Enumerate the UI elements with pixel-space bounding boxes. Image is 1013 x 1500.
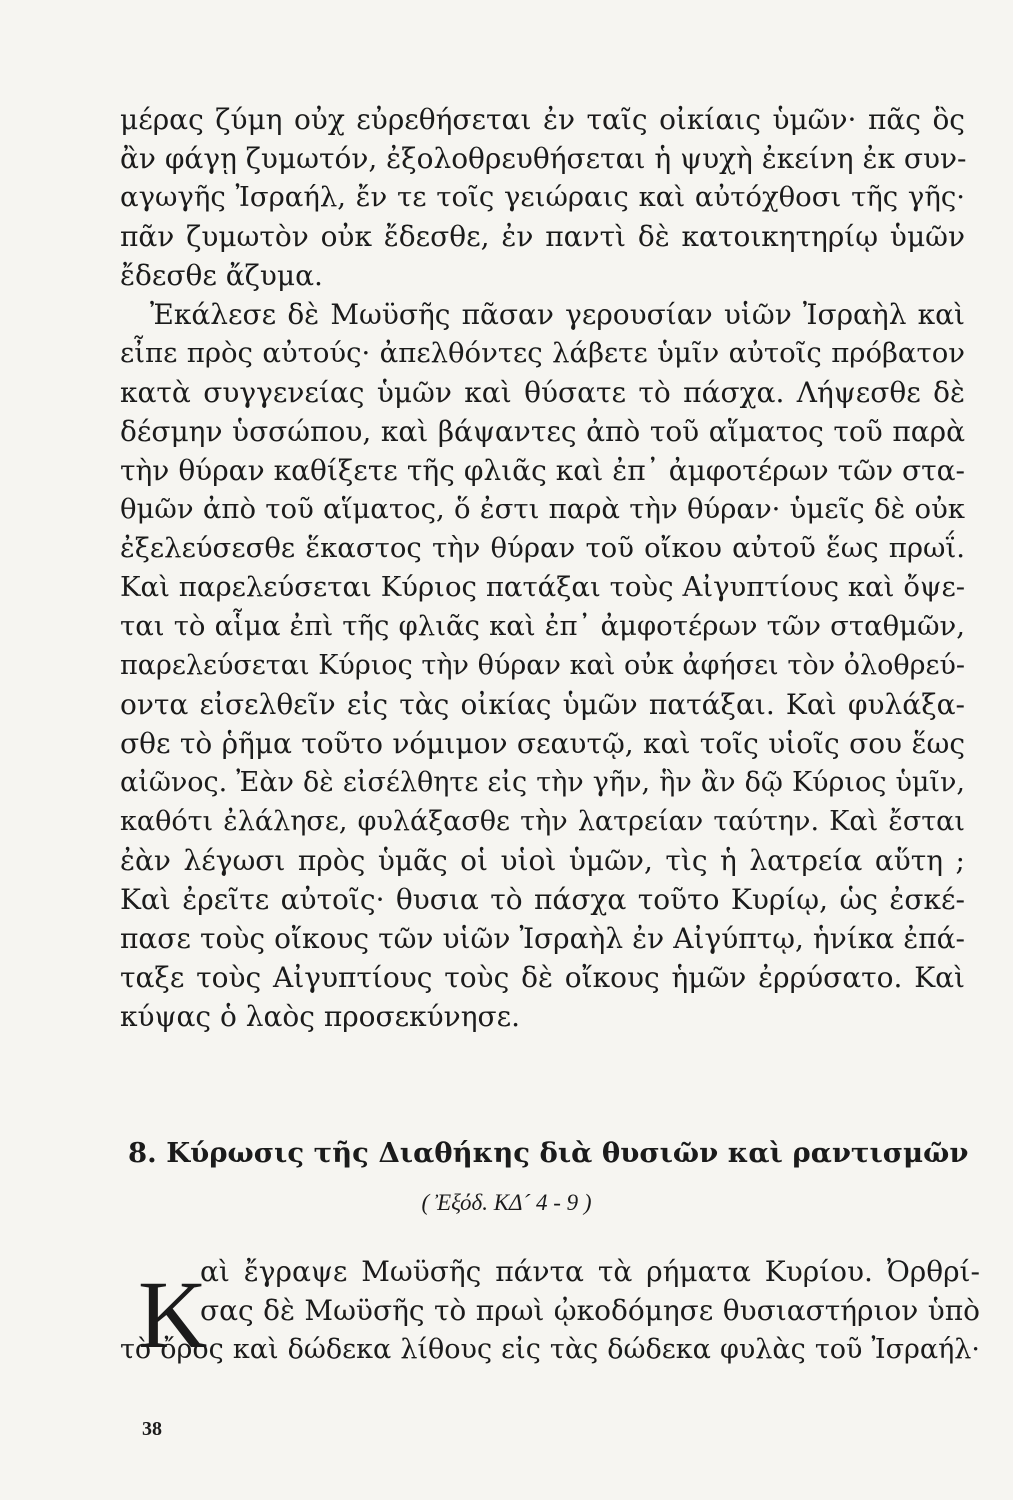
text-line: εἶπε πρὸς αὐτούς· ἀπελθόντες λάβετε ὑμῖν αὐτοῖς πρόβατον bbox=[120, 337, 965, 369]
text-line: δέσμην ὑσσώπου, καὶ βάψαντες ἀπὸ τοῦ αἵματος τοῦ παρὰ bbox=[120, 415, 965, 448]
text-line: ἔδεσθε ἄζυμα. bbox=[120, 259, 323, 292]
text-line: Καὶ ἐρεῖτε αὐτοῖς· θυσια τὸ πάσχα τοῦτο Κυρίῳ, ὡς ἐσκέ- bbox=[120, 883, 965, 916]
text-line: παρελεύσεται Κύριος τὴν θύραν καὶ οὐκ ἀφήσει τὸν ὀλοθρεύ- bbox=[120, 650, 965, 681]
body-text bbox=[120, 100, 970, 1036]
drop-cap: Κ bbox=[138, 1261, 208, 1368]
page-number: 38 bbox=[142, 1418, 162, 1440]
text-line: κύψας ὁ λαὸς προσεκύνησε. bbox=[120, 1000, 520, 1033]
text-line: τὴν θύραν καθίξετε τῆς φλιᾶς καὶ ἐπ᾽ ἀμφοτέρων τῶν στα- bbox=[120, 454, 965, 487]
text-line: πασε τοὺς οἴκους τῶν υἱῶν Ἰσραὴλ ἐν Αἰγύπτῳ, ἡνίκα ἐπά- bbox=[120, 922, 965, 955]
text-line: Καὶ παρελεύσεται Κύριος πατάξαι τοὺς Αἰγυπτίους καὶ ὄψε- bbox=[120, 571, 965, 603]
text-line: ἐξελεύσεσθε ἕκαστος τὴν θύραν τοῦ οἴκου αὐτοῦ ἕως πρωΐ. bbox=[120, 532, 965, 564]
text-line: αἰῶνος. Ἐὰν δὲ εἰσέλθητε εἰς τὴν γῆν, ἣν ἂν δῷ Κύριος ὑμῖν, bbox=[120, 767, 965, 798]
text-line: πᾶν ζυμωτὸν οὐκ ἔδεσθε, ἐν παντὶ δὲ κατοικητηρίῳ ὑμῶν bbox=[120, 220, 965, 253]
text-line: Ἐκάλεσε δὲ Μωϋσῆς πᾶσαν γερουσίαν υἱῶν Ἰσραὴλ καὶ bbox=[150, 298, 965, 331]
section-text bbox=[120, 1252, 980, 1369]
text-line: τὸ ὄρος καὶ δώδεκα λίθους εἰς τὰς δώδεκα φυλὰς τοῦ Ἰσραήλ· bbox=[120, 1334, 980, 1365]
text-line: θμῶν ἀπὸ τοῦ αἵματος, ὅ ἐστι παρὰ τὴν θύραν· ὑμεῖς δὲ οὐκ bbox=[120, 493, 965, 525]
text-line: κατὰ συγγενείας ὑμῶν καὶ θύσατε τὸ πάσχα. Λήψεσθε δὲ bbox=[120, 376, 965, 409]
text-line: οντα εἰσελθεῖν εἰς τὰς οἰκίας ὑμῶν πατάξαι. Καὶ φυλάξα- bbox=[120, 688, 965, 721]
text-line: ται τὸ αἷμα ἐπὶ τῆς φλιᾶς καὶ ἐπ᾽ ἀμφοτέρων τῶν σταθμῶν, bbox=[120, 610, 965, 642]
text-line: αγωγῆς Ἰσραήλ, ἔν τε τοῖς γειώραις καὶ αὐτόχθοσι τῆς γῆς· bbox=[120, 181, 965, 213]
section-heading: 8. Κύρωσις τῆς Διαθήκης διὰ θυσιῶν καὶ ραντισμῶν bbox=[128, 1137, 969, 1169]
text-line: καθότι ἐλάλησε, φυλάξασθε τὴν λατρείαν ταύτην. Καὶ ἔσται bbox=[120, 806, 965, 837]
text-line: ταξε τοὺς Αἰγυπτίους τοὺς δὲ οἴκους ἡμῶν ἐρρύσατο. Καὶ bbox=[120, 961, 965, 994]
section-reference: ( Ἐξόδ. ΚΔ´ 4 - 9 ) bbox=[421, 1190, 592, 1215]
text-line: σας δὲ Μωϋσῆς τὸ πρωὶ ᾠκοδόμησε θυσιαστήριον ὑπὸ bbox=[200, 1294, 980, 1327]
text-line: σθε τὸ ῥῆμα τοῦτο νόμιμον σεαυτῷ, καὶ τοῖς υἱοῖς σου ἕως bbox=[120, 727, 965, 760]
text-line: ἐὰν λέγωσι πρὸς ὑμᾶς οἱ υἱοὶ ὑμῶν, τὶς ἡ λατρεία αὕτη ; bbox=[120, 844, 965, 877]
text-line: αὶ ἔγραψε Μωϋσῆς πάντα τὰ ρήματα Κυρίου. Ὀρθρί- bbox=[200, 1255, 980, 1288]
text-line: ἂν φάγῃ ζυμωτόν, ἐξολοθρευθήσεται ἡ ψυχὴ ἐκείνη ἐκ συν- bbox=[120, 142, 967, 175]
text-line: μέρας ζύμη οὐχ εὐρεθήσεται ἐν ταῖς οἰκίαις ὑμῶν· πᾶς ὃς bbox=[120, 103, 965, 136]
